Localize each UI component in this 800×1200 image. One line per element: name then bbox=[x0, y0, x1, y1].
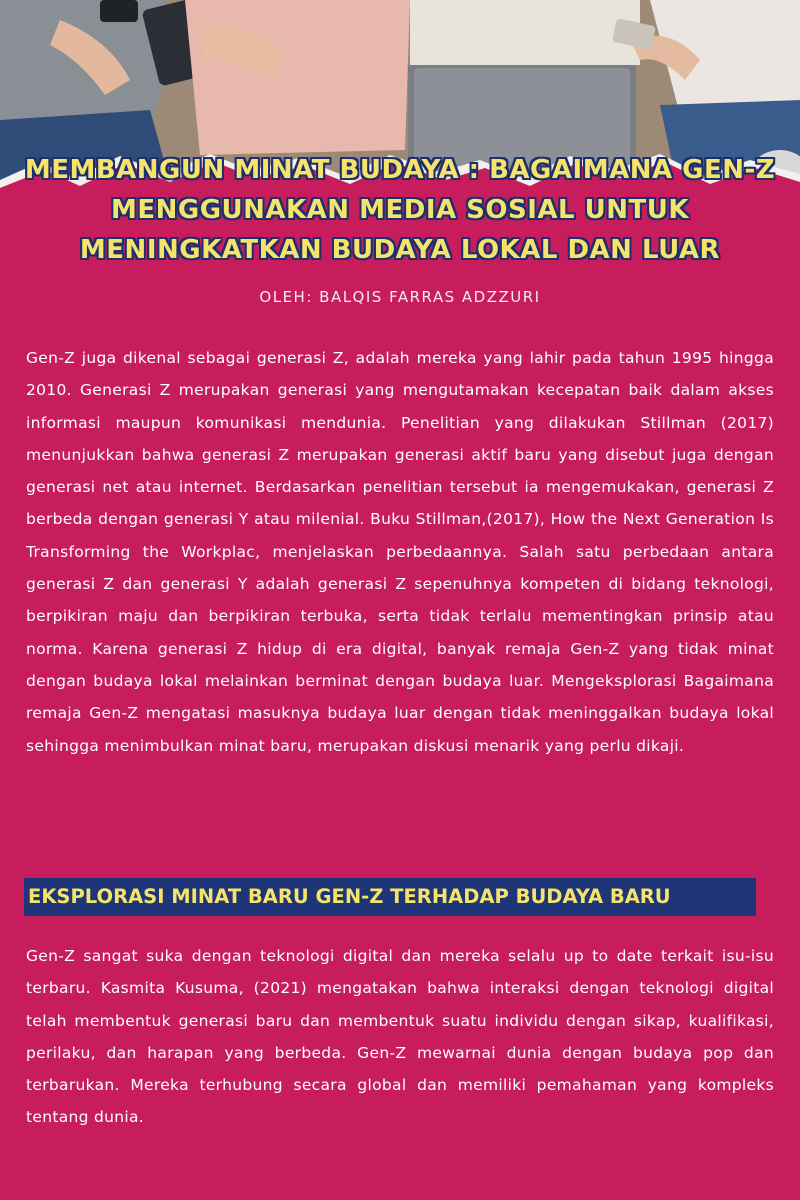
author-byline: OLEH: BALQIS FARRAS ADZZURI bbox=[259, 288, 541, 306]
section-paragraph: Gen-Z sangat suka dengan teknologi digital dan mereka selalu up to date terkait isu-isu terbaru. Kasmita Kusuma, (2021) mengatakan bahwa interaksi dengan teknologi digital telah membentuk generasi baru dan membentuk suatu individu dengan sikap, kualifikasi, perilaku, dan harapan yang berbeda. Gen-Z mewarnai dunia dengan budaya pop dan terbarukan. Mereka terhubung secara global dan memiliki pemahaman yang kompleks tentang dunia. bbox=[26, 947, 774, 1127]
article-title: MEMBANGUN MINAT BUDAYA : BAGAIMANA GEN-Z MENGGUNAKAN MEDIA SOSIAL UNTUK MENINGKATKAN BUDAYA LOKAL DAN LUAR bbox=[24, 155, 776, 265]
section-heading: EKSPLORASI MINAT BARU GEN-Z TERHADAP BUDAYA BARU bbox=[24, 878, 756, 916]
intro-paragraph: Gen-Z juga dikenal sebagai generasi Z, adalah mereka yang lahir pada tahun 1995 hingga 2010. Generasi Z merupakan generasi yang mengutamakan kecepatan baik dalam akses informasi maupun komunikasi mendunia. Penelitian yang dilakukan Stillman (2017) menunjukkan bahwa generasi Z merupakan generasi aktif baru yang disebut juga dengan generasi net atau internet. Berdasarkan penelitian tersebut ia mengemukakan, generasi Z berbeda dengan generasi Y atau milenial. Buku Stillman,(2017), How the Next Generation Is Transforming the Workplac, menjelaskan perbedaannya. Salah satu perbedaan antara generasi Z dan generasi Y adalah generasi Z sepenuhnya kompeten di bidang teknologi, berpikiran maju dan berpikiran terbuka, serta tidak terlalu mementingkan prinsip atau norma. Karena generasi Z hidup di era digital, banyak remaja Gen-Z yang tidak minat dengan budaya lokal melainkan berminat dengan budaya luar. Mengeksplorasi Bagaimana remaja Gen-Z mengatasi masuknya budaya luar dengan tidak meninggalkan budaya lokal sehingga menimbulkan minat baru, merupakan diskusi menarik yang perlu dikaji. bbox=[26, 349, 774, 755]
